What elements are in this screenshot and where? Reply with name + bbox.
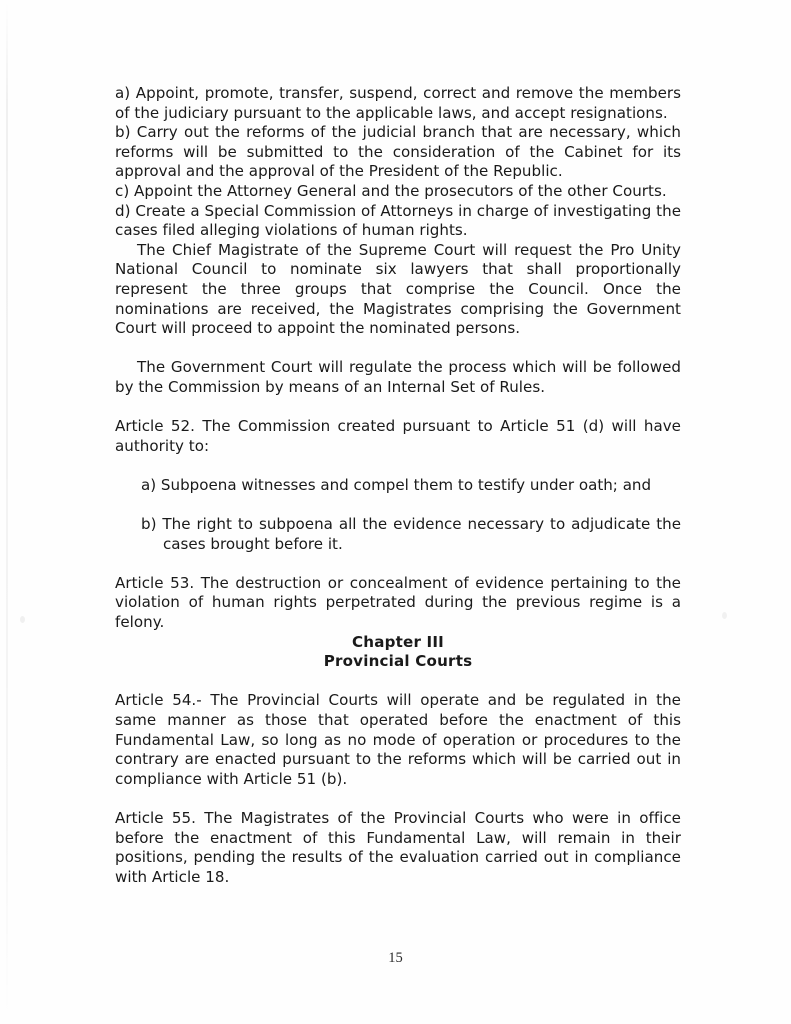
scan-speck-artifact-left [20, 616, 25, 623]
chapter-heading-title: Provincial Courts [323, 652, 473, 671]
article-52-item-b: b) The right to subpoena all the evidence necessary to adjudicate the cases brought before it. [141, 515, 681, 553]
page-number: 15 [388, 950, 403, 966]
article-52-paragraph: Article 52. The Commission created pursuant to Article 51 (d) will have authority to: [115, 417, 681, 455]
chief-magistrate-paragraph: The Chief Magistrate of the Supreme Court will request the Pro Unity National Council to nominate six lawyers that shall proportionally represent the three groups that comprise the Council. Once the nominations are received, the Magistrates comprising the Government Court will proceed to appoint the nominated persons. [115, 240, 681, 338]
article-54-paragraph: Article 54.- The Provincial Courts will operate and be regulated in the same manner as those that operated before the enactment of this Fundamental Law, so long as no mode of operation or procedures to the contrary are enacted pursuant to the reforms which will be carried out in compliance with Article 51 (b). [115, 691, 681, 788]
clause-b-paragraph: b) Carry out the reforms of the judicial branch that are necessary, which reforms will be submitted to the consideration of the Cabinet for its approval and the approval of the President of the Republic. [115, 123, 681, 181]
scan-speck-artifact-right [722, 612, 727, 619]
government-court-rules-paragraph: The Government Court will regulate the process which will be followed by the Commission by means of an Internal Set of Rules. [115, 358, 681, 396]
clause-d-paragraph: d) Create a Special Commission of Attorneys in charge of investigating the cases filed alleging violations of human rights. [115, 201, 681, 240]
article-55-paragraph: Article 55. The Magistrates of the Provincial Courts who were in office before the enactment of this Fundamental Law, will remain in their positions, pending the results of the evaluation carried out in compliance with Article 18. [115, 808, 681, 886]
article-53-paragraph: Article 53. The destruction or concealment of evidence pertaining to the violation of human rights perpetrated during the previous regime is a felony. [115, 573, 681, 632]
chapter-heading-number: Chapter III [351, 632, 444, 651]
clause-a-paragraph: a) Appoint, promote, transfer, suspend, correct and remove the members of the judiciary pursuant to the applicable laws, and accept resignations. [115, 84, 681, 122]
clause-c-paragraph: c) Appoint the Attorney General and the prosecutors of the other Courts. [115, 181, 667, 200]
scan-edge-artifact [6, 0, 8, 1024]
page-body-text [115, 84, 681, 887]
article-52-item-a: a) Subpoena witnesses and compel them to testify under oath; and [141, 475, 652, 494]
